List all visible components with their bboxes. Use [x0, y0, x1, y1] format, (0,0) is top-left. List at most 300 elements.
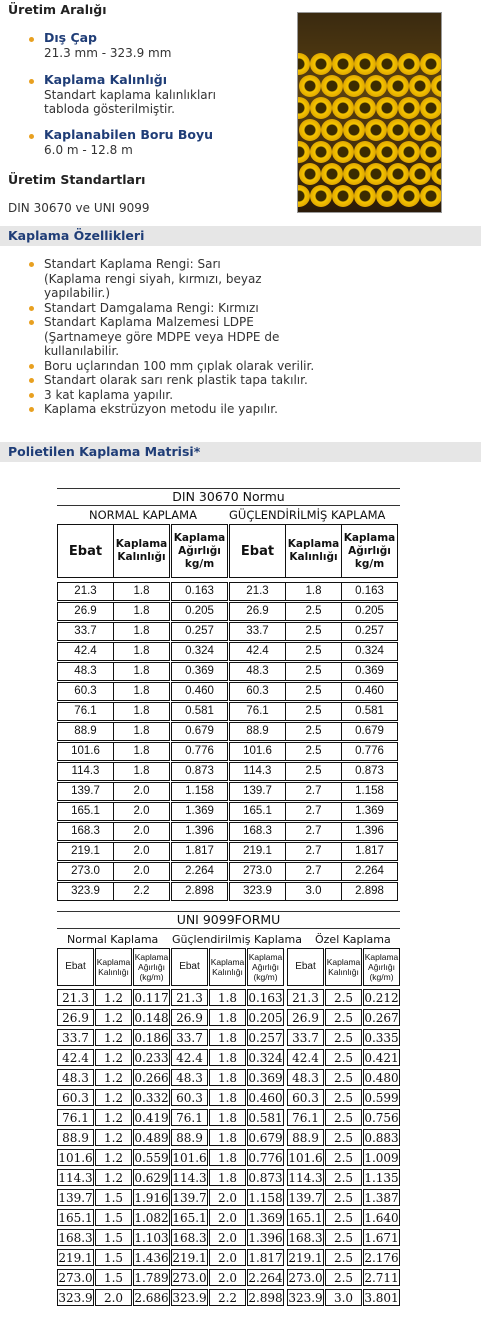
- uni-table-cell: 1.436: [134, 1251, 169, 1265]
- uni-table-cell: 101.6: [288, 1151, 323, 1165]
- uni-column-header: [247, 948, 284, 986]
- uni-table-cell: 3.0: [325, 1289, 362, 1306]
- uni-column-header-label: Kaplama: [364, 952, 399, 962]
- uni-table-cell: 1.8: [209, 1149, 246, 1166]
- uni-table-cell: 2.5: [325, 1089, 362, 1106]
- uni-table-cell: 2.711: [364, 1271, 399, 1285]
- din-table-cell: 2.5: [285, 702, 342, 721]
- din-table-cell: 2.264: [171, 862, 228, 881]
- uni-table-cell: 42.4: [287, 1049, 324, 1066]
- din-column-header: [113, 524, 170, 578]
- uni-table-cell: 0.599: [364, 1091, 399, 1105]
- uni-table-cell: 273.0: [288, 1271, 323, 1285]
- uni-table-cell: 1.5: [95, 1209, 132, 1226]
- coating-feature-line: 3 kat kaplama yapılır.: [44, 387, 174, 402]
- uni-table-cell: 21.3: [287, 989, 324, 1006]
- uni-table-cell: 1.2: [95, 989, 132, 1006]
- coating-matrix-title: Polietilen Kaplama Matrisi*: [0, 442, 481, 462]
- uni-table-cell: 2.0: [209, 1269, 246, 1286]
- din-column-header: [285, 524, 342, 578]
- uni-table-cell: 1.2: [95, 1109, 132, 1126]
- coating-feature-line: kullanılabilir.: [44, 344, 120, 358]
- din-table-cell: 1.8: [113, 702, 170, 721]
- din-table-cell: 60.3: [229, 682, 286, 701]
- din-table-cell: 1.158: [171, 782, 228, 801]
- uni-table-cell: 42.4: [171, 1049, 208, 1066]
- uni-column-header: [171, 948, 208, 986]
- uni-table-cell: 88.9: [57, 1129, 94, 1146]
- uni-table-cell: 323.9: [58, 1291, 93, 1305]
- din-table-cell: 114.3: [229, 762, 286, 781]
- din-table-cell: 2.5: [285, 602, 342, 621]
- uni-table-cell: 1.8: [209, 1009, 246, 1026]
- uni-table-cell: 1.2: [95, 1089, 132, 1106]
- uni-table-cell: 0.148: [134, 1011, 169, 1025]
- bullet-icon: [29, 306, 34, 311]
- production-standards-text: DIN 30670 ve UNI 9099: [8, 201, 150, 215]
- uni-table-cell: 0.332: [134, 1091, 169, 1105]
- din-column-header: [171, 524, 228, 578]
- din-table-title: DIN 30670 Normu: [57, 488, 400, 506]
- din-table-cell: 2.7: [285, 782, 342, 801]
- uni-column-header: [57, 948, 94, 986]
- uni-table-cell: 88.9: [287, 1129, 324, 1146]
- uni-table-cell: 2.0: [209, 1189, 246, 1206]
- uni-table-cell: 0.335: [364, 1031, 399, 1045]
- uni-column-header-label: Ebat: [65, 961, 86, 972]
- uni-table-cell: 76.1: [287, 1109, 324, 1126]
- din-table-cell: 42.4: [229, 642, 286, 661]
- uni-table-cell: 21.3: [171, 989, 208, 1006]
- din-table-cell: 2.5: [285, 762, 342, 781]
- din-table-cell: 0.205: [171, 602, 228, 621]
- din-table-cell: 0.257: [171, 622, 228, 641]
- bullet-icon: [29, 79, 34, 84]
- production-range-title: Üretim Aralığı: [8, 2, 107, 17]
- din-column-header-label: Kaplama: [287, 538, 340, 550]
- uni-column-header-label: (kg/m): [139, 972, 164, 982]
- din-table-cell: 2.2: [113, 882, 170, 901]
- uni-table-cell: 1.8: [209, 1069, 246, 1086]
- din-table-cell: 2.7: [285, 802, 342, 821]
- din-table-cell: 1.8: [113, 642, 170, 661]
- uni-column-header-label: Ağırlığı: [252, 962, 279, 972]
- uni-column-header: [209, 948, 246, 986]
- din-table-cell: 114.3: [57, 762, 114, 781]
- din-table-cell: 76.1: [57, 702, 114, 721]
- din-column-header-label: Kaplama: [115, 538, 168, 550]
- din-table-cell: 2.5: [285, 662, 342, 681]
- coating-feature-line: Standart Kaplama Malzemesi LDPE: [44, 315, 254, 329]
- uni-column-header: [287, 948, 324, 986]
- uni-table-cell: 26.9: [57, 1009, 94, 1026]
- uni-table-cell: 114.3: [288, 1171, 323, 1185]
- uni-column-header-label: Kaplama: [326, 957, 361, 967]
- din-table-cell: 2.5: [285, 682, 342, 701]
- din-table-cell: 1.8: [113, 722, 170, 741]
- uni-table-cell: 2.176: [364, 1251, 399, 1265]
- uni-table-cell: 1.8: [209, 1169, 246, 1186]
- uni-table-cell: 1.082: [134, 1211, 169, 1225]
- din-table-cell: 33.7: [229, 622, 286, 641]
- uni-column-header-label: Ağırlığı: [138, 962, 165, 972]
- uni-table-cell: 2.5: [325, 989, 362, 1006]
- uni-table-cell: 42.4: [57, 1049, 94, 1066]
- din-group-normal: NORMAL KAPLAMA: [89, 508, 197, 522]
- din-table-cell: 2.0: [113, 842, 170, 861]
- uni-table-cell: 76.1: [171, 1109, 208, 1126]
- din-table-cell: 1.817: [171, 842, 228, 861]
- uni-table-cell: 219.1: [288, 1251, 323, 1265]
- uni-table-cell: 2.0: [209, 1209, 246, 1226]
- uni-table-cell: 1.103: [134, 1231, 169, 1245]
- coating-feature-line: Boru uçlarından 100 mm çıplak olarak verilir.: [44, 358, 315, 373]
- din-table-cell: 0.369: [171, 662, 228, 681]
- uni-table-cell: 1.2: [95, 1049, 132, 1066]
- din-table-cell: 0.776: [171, 742, 228, 761]
- uni-column-header-label: Ebat: [295, 961, 316, 972]
- bullet-icon: [29, 393, 34, 398]
- uni-table-cell: 26.9: [287, 1009, 324, 1026]
- uni-table-cell: 0.257: [248, 1031, 283, 1045]
- uni-table-cell: 1.8: [209, 1109, 246, 1126]
- din-table-cell: 1.8: [113, 622, 170, 641]
- uni-table-cell: 2.5: [325, 1189, 362, 1206]
- uni-table-cell: 114.3: [58, 1171, 93, 1185]
- bullet-icon: [29, 378, 34, 383]
- uni-table-cell: 2.5: [325, 1249, 362, 1266]
- uni-column-header-label: Kaplama: [210, 957, 245, 967]
- din-table-cell: 139.7: [57, 782, 114, 801]
- din-table-cell: 42.4: [57, 642, 114, 661]
- din-group-reinforced: GÜÇLENDİRİLMİŞ KAPLAMA: [229, 508, 386, 522]
- din-table-cell: 219.1: [57, 842, 114, 861]
- pipe-length-heading: Kaplanabilen Boru Boyu: [44, 127, 214, 142]
- uni-table-cell: 2.5: [325, 1229, 362, 1246]
- uni-table-cell: 114.3: [172, 1171, 207, 1185]
- uni-table-cell: 1.8: [209, 1089, 246, 1106]
- uni-table-cell: 0.581: [248, 1111, 283, 1125]
- uni-table-cell: 3.801: [364, 1291, 399, 1305]
- uni-table-cell: 1.916: [134, 1191, 169, 1205]
- din-table-cell: 323.9: [57, 882, 114, 901]
- uni-table-cell: 60.3: [171, 1089, 208, 1106]
- uni-table-cell: 0.266: [134, 1071, 169, 1085]
- uni-table-cell: 2.5: [325, 1009, 362, 1026]
- uni-table-cell: 1.009: [364, 1151, 399, 1165]
- din-column-header-label: Kaplama: [173, 531, 226, 544]
- coating-feature-line: (Şartnameye göre MDPE veya HDPE de: [44, 329, 280, 344]
- uni-table-cell: 139.7: [58, 1191, 93, 1205]
- din-table-cell: 48.3: [57, 662, 114, 681]
- din-table-cell: 2.0: [113, 782, 170, 801]
- uni-table-cell: 21.3: [57, 989, 94, 1006]
- uni-table-cell: 2.0: [209, 1249, 246, 1266]
- uni-column-header-label: Kalınlığı: [212, 967, 243, 977]
- uni-table-cell: 1.2: [95, 1129, 132, 1146]
- uni-column-header-label: (kg/m): [369, 972, 394, 982]
- uni-table-cell: 1.8: [209, 1029, 246, 1046]
- din-table-cell: 1.8: [113, 602, 170, 621]
- uni-table-cell: 101.6: [58, 1151, 93, 1165]
- din-table-cell: 1.8: [113, 682, 170, 701]
- din-table-cell: 2.7: [285, 862, 342, 881]
- bullet-icon: [29, 364, 34, 369]
- din-table-cell: 2.898: [341, 882, 398, 901]
- uni-table-cell: 1.2: [95, 1149, 132, 1166]
- uni-table-cell: 1.2: [95, 1009, 132, 1026]
- uni-table-cell: 2.898: [248, 1291, 283, 1305]
- uni-table-cell: 0.559: [134, 1151, 169, 1165]
- din-table-cell: 0.324: [171, 642, 228, 661]
- din-table-cell: 273.0: [229, 862, 286, 881]
- din-table-cell: 165.1: [229, 802, 286, 821]
- uni-table-cell: 0.873: [248, 1171, 283, 1185]
- din-table-cell: 2.0: [113, 862, 170, 881]
- din-table-cell: 0.679: [171, 722, 228, 741]
- uni-table-cell: 0.679: [248, 1131, 283, 1145]
- din-column-header-label: Ağırlığı: [348, 544, 391, 557]
- din-table-cell: 0.324: [341, 642, 398, 661]
- uni-table-cell: 2.264: [248, 1271, 283, 1285]
- din-table-cell: 1.369: [171, 802, 228, 821]
- uni-column-header-label: Kaplama: [248, 952, 283, 962]
- uni-table-cell: 88.9: [171, 1129, 208, 1146]
- din-table-cell: 273.0: [57, 862, 114, 881]
- din-table-cell: 1.8: [113, 742, 170, 761]
- coating-feature-line: Standart Kaplama Rengi: Sarı: [44, 257, 221, 271]
- uni-column-header: [133, 948, 170, 986]
- din-table-cell: 26.9: [57, 602, 114, 621]
- uni-table-cell: 219.1: [58, 1251, 93, 1265]
- din-table-cell: 1.158: [341, 782, 398, 801]
- din-table-cell: 76.1: [229, 702, 286, 721]
- uni-table-cell: 1.2: [95, 1169, 132, 1186]
- uni-table-cell: 0.186: [134, 1031, 169, 1045]
- din-table-cell: 2.0: [113, 802, 170, 821]
- din-column-header-label: Kalınlığı: [117, 551, 166, 563]
- din-column-header-label: Ebat: [240, 543, 275, 559]
- uni-table-cell: 1.2: [95, 1029, 132, 1046]
- uni-column-header-label: Ebat: [179, 961, 200, 972]
- din-column-header: [57, 524, 114, 578]
- din-table-cell: 1.817: [341, 842, 398, 861]
- uni-table-title: UNI 9099FORMU: [57, 911, 400, 929]
- uni-table-cell: 1.5: [95, 1249, 132, 1266]
- din-table-cell: 1.8: [113, 582, 170, 601]
- uni-table-cell: 1.135: [364, 1171, 399, 1185]
- din-table-cell: 0.873: [171, 762, 228, 781]
- uni-table-cell: 1.396: [248, 1231, 283, 1245]
- din-table-cell: 0.369: [341, 662, 398, 681]
- uni-table-cell: 0.267: [364, 1011, 399, 1025]
- uni-table-cell: 2.5: [325, 1129, 362, 1146]
- din-column-header-label: kg/m: [184, 557, 215, 570]
- uni-table-cell: 48.3: [57, 1069, 94, 1086]
- uni-table-cell: 1.8: [209, 989, 246, 1006]
- coating-feature-line: yapılabilir.): [44, 286, 111, 300]
- din-table-cell: 0.581: [341, 702, 398, 721]
- coating-feature-line: Kaplama ekstrüzyon metodu ile yapılır.: [44, 402, 278, 416]
- uni-table-cell: 2.686: [134, 1291, 169, 1305]
- uni-table-cell: 219.1: [172, 1251, 207, 1265]
- din-table-cell: 0.581: [171, 702, 228, 721]
- din-table-cell: 21.3: [229, 582, 286, 601]
- uni-table-cell: 1.5: [95, 1229, 132, 1246]
- din-table-cell: 2.898: [171, 882, 228, 901]
- uni-table-cell: 323.9: [172, 1291, 207, 1305]
- din-column-header-label: Ebat: [68, 543, 103, 559]
- coating-feature-line: (Kaplama rengi siyah, kırmızı, beyaz: [44, 271, 262, 286]
- uni-table-cell: 0.233: [134, 1051, 169, 1065]
- din-column-header: [341, 524, 398, 578]
- din-table-cell: 101.6: [57, 742, 114, 761]
- coating-thickness-heading: Kaplama Kalınlığı: [44, 72, 167, 87]
- din-column-header-label: Kalınlığı: [289, 551, 338, 563]
- bullet-icon: [29, 134, 34, 139]
- din-table-cell: 3.0: [285, 882, 342, 901]
- uni-table-cell: 0.324: [248, 1051, 283, 1065]
- uni-column-header: [363, 948, 400, 986]
- uni-table-cell: 2.5: [325, 1169, 362, 1186]
- coating-feature-line: Standart Damgalama Rengi: Kırmızı: [44, 300, 259, 315]
- uni-table-cell: 60.3: [57, 1089, 94, 1106]
- din-table-cell: 0.460: [171, 682, 228, 701]
- din-table-cell: 2.7: [285, 822, 342, 841]
- uni-table-cell: 168.3: [58, 1231, 93, 1245]
- uni-table-cell: 1.8: [209, 1049, 246, 1066]
- bullet-icon: [29, 262, 34, 267]
- uni-table-cell: 1.387: [364, 1191, 399, 1205]
- bullet-icon: [29, 37, 34, 42]
- uni-table-cell: 0.117: [134, 991, 169, 1005]
- coating-thickness-text: Standart kaplama kalınlıkları: [44, 88, 216, 102]
- din-table-cell: 0.205: [341, 602, 398, 621]
- uni-table-cell: 0.369: [248, 1071, 283, 1085]
- din-table-cell: 60.3: [57, 682, 114, 701]
- din-table-cell: 1.396: [341, 822, 398, 841]
- uni-table-cell: 323.9: [288, 1291, 323, 1305]
- uni-table-cell: 168.3: [172, 1231, 207, 1245]
- din-table-cell: 2.5: [285, 742, 342, 761]
- din-table-cell: 21.3: [57, 582, 114, 601]
- uni-table-cell: 0.883: [364, 1131, 399, 1145]
- uni-table-cell: 1.158: [248, 1191, 283, 1205]
- uni-table-cell: 1.8: [209, 1129, 246, 1146]
- uni-column-header-label: Kaplama: [96, 957, 131, 967]
- uni-table-cell: 2.0: [209, 1229, 246, 1246]
- uni-table-cell: 2.5: [325, 1269, 362, 1286]
- uni-table-cell: 0.629: [134, 1171, 169, 1185]
- uni-table-cell: 76.1: [57, 1109, 94, 1126]
- coating-features-title: Kaplama Özellikleri: [0, 226, 481, 246]
- uni-table-cell: 48.3: [287, 1069, 324, 1086]
- coating-feature-line: Standart olarak sarı renk plastik tapa takılır.: [44, 373, 308, 387]
- uni-table-cell: 0.776: [248, 1151, 283, 1165]
- uni-table-cell: 0.205: [248, 1011, 283, 1025]
- uni-table-cell: 0.756: [364, 1111, 399, 1125]
- din-table-cell: 2.5: [285, 642, 342, 661]
- din-table-cell: 0.460: [341, 682, 398, 701]
- bullet-icon: [29, 407, 34, 412]
- uni-table-cell: 273.0: [172, 1271, 207, 1285]
- uni-table-cell: 26.9: [171, 1009, 208, 1026]
- din-table-cell: 0.163: [171, 582, 228, 601]
- din-table-cell: 0.873: [341, 762, 398, 781]
- uni-table-cell: 2.0: [95, 1289, 132, 1306]
- coating-thickness-text: tabloda gösterilmiştir.: [44, 102, 175, 116]
- uni-table-cell: 0.421: [364, 1051, 399, 1065]
- uni-column-header-label: Kalınlığı: [328, 967, 359, 977]
- bullet-icon: [29, 320, 34, 325]
- uni-table-cell: 0.480: [364, 1071, 399, 1085]
- din-table-cell: 88.9: [229, 722, 286, 741]
- din-table-cell: 2.7: [285, 842, 342, 861]
- uni-table-cell: 1.671: [364, 1231, 399, 1245]
- uni-table-cell: 139.7: [172, 1191, 207, 1205]
- uni-table-cell: 165.1: [172, 1211, 207, 1225]
- uni-table-cell: 48.3: [171, 1069, 208, 1086]
- din-table-cell: 1.8: [113, 762, 170, 781]
- din-table-cell: 88.9: [57, 722, 114, 741]
- uni-table-cell: 0.460: [248, 1091, 283, 1105]
- din-table-cell: 2.0: [113, 822, 170, 841]
- uni-table-cell: 33.7: [287, 1029, 324, 1046]
- din-table-cell: 0.776: [341, 742, 398, 761]
- din-table-cell: 0.257: [341, 622, 398, 641]
- din-table-cell: 323.9: [229, 882, 286, 901]
- uni-table-cell: 2.5: [325, 1029, 362, 1046]
- uni-table-cell: 0.212: [364, 991, 399, 1005]
- pipe-length-value: 6.0 m - 12.8 m: [44, 143, 133, 157]
- uni-table-cell: 33.7: [171, 1029, 208, 1046]
- uni-table-cell: 1.789: [134, 1271, 169, 1285]
- din-table-cell: 101.6: [229, 742, 286, 761]
- uni-table-cell: 101.6: [172, 1151, 207, 1165]
- uni-table-cell: 2.5: [325, 1109, 362, 1126]
- production-standards-title: Üretim Standartları: [8, 172, 146, 187]
- uni-table-cell: 139.7: [288, 1191, 323, 1205]
- uni-table-cell: 1.5: [95, 1269, 132, 1286]
- uni-table-cell: 2.5: [325, 1209, 362, 1226]
- din-column-header: [229, 524, 286, 578]
- din-table-cell: 168.3: [229, 822, 286, 841]
- uni-table-cell: 1.2: [95, 1069, 132, 1086]
- uni-table-cell: 165.1: [288, 1211, 323, 1225]
- din-table-cell: 48.3: [229, 662, 286, 681]
- din-table-cell: 1.8: [113, 662, 170, 681]
- uni-group-reinforced: Güçlendirilmiş Kaplama: [172, 933, 303, 946]
- uni-column-header-label: (kg/m): [253, 972, 278, 982]
- uni-table-cell: 1.817: [248, 1251, 283, 1265]
- din-table-cell: 0.163: [341, 582, 398, 601]
- din-table-cell: 168.3: [57, 822, 114, 841]
- uni-group-special: Özel Kaplama: [315, 933, 391, 946]
- din-table-cell: 2.5: [285, 722, 342, 741]
- din-column-header-label: kg/m: [354, 557, 385, 570]
- uni-column-header: [325, 948, 362, 986]
- uni-table-cell: 0.419: [134, 1111, 169, 1125]
- coated-pipes-photo: [297, 12, 442, 213]
- uni-table-cell: 2.5: [325, 1069, 362, 1086]
- uni-table-cell: 1.5: [95, 1189, 132, 1206]
- uni-table-cell: 273.0: [58, 1271, 93, 1285]
- din-table-cell: 26.9: [229, 602, 286, 621]
- uni-table-cell: 1.640: [364, 1211, 399, 1225]
- uni-table-cell: 168.3: [288, 1231, 323, 1245]
- din-column-header-label: Ağırlığı: [178, 544, 221, 557]
- uni-table-cell: 0.163: [248, 991, 283, 1005]
